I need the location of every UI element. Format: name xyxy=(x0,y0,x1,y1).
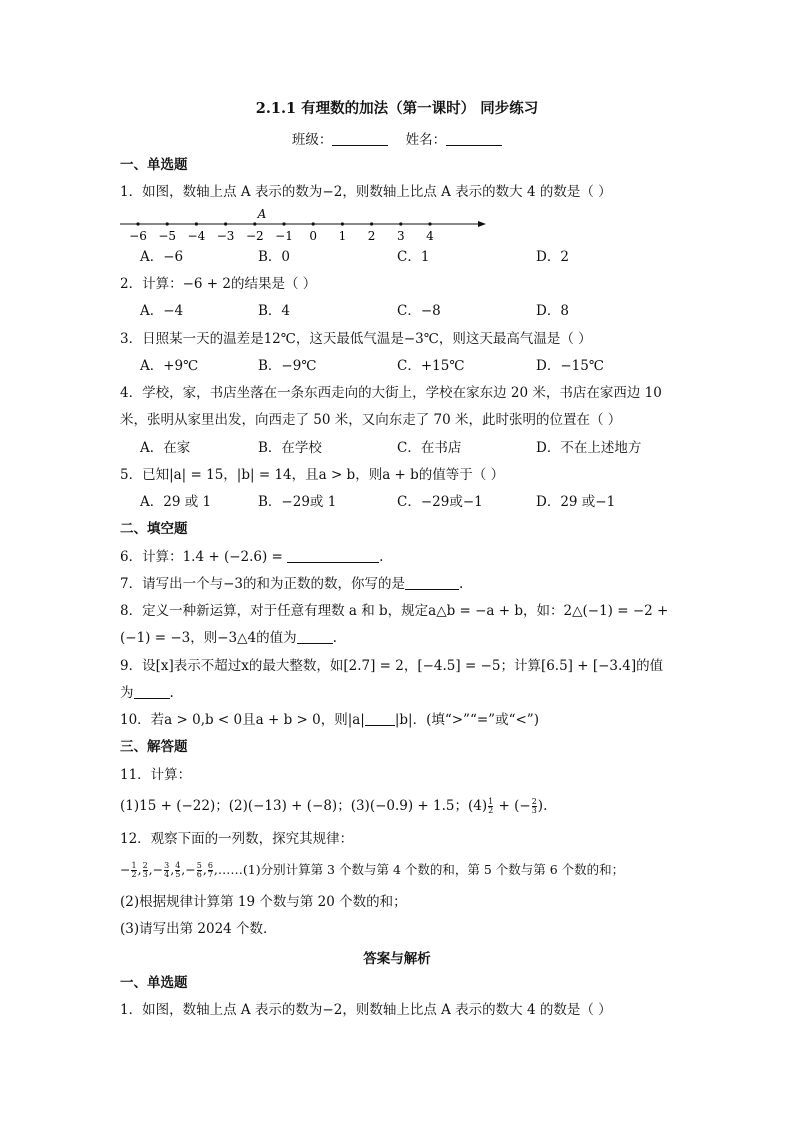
number-line-tick xyxy=(136,222,139,225)
q11-expr-main: (1)15 + (−22)；(2)(−13) + (−8)；(3)(−0.9) + 1.5；(4) xyxy=(120,798,488,814)
q5-option-b[interactable]: B．−29或 1 xyxy=(258,494,337,510)
number-line-tick xyxy=(282,222,285,225)
answer-question-1: 1．如图，数轴上点 A 表示的数为−2，则数轴上比点 A 表示的数大 4 的数是（ ） xyxy=(120,1002,612,1018)
q5-option-a[interactable]: A．29 或 1 xyxy=(140,494,212,510)
question-7 xyxy=(120,575,463,593)
question-4-line-2: 米，张明从家里出发，向西走了 50 米，又向东走了 70 米，此时张明的位置在（ ） xyxy=(120,412,622,428)
q2-option-a[interactable]: A．−4 xyxy=(140,303,184,319)
number-line-tick-label: 4 xyxy=(426,229,434,242)
q2-option-b[interactable]: B．4 xyxy=(258,303,291,319)
q12-part-1: ,……(1)分别计算第 3 个数与第 4 个数的和，第 5 个数与第 6 个数的和； xyxy=(213,862,625,877)
q8-answer-blank[interactable] xyxy=(297,630,333,644)
q8-end: . xyxy=(332,630,337,646)
number-line-tick-label: 0 xyxy=(309,229,318,242)
q10-end: |b|．(填“>”“=”或“<”) xyxy=(394,712,539,728)
q10-text: 10．若a > 0,b < 0且a + b > 0，则|a| xyxy=(120,712,365,728)
number-line-tick xyxy=(341,222,344,225)
q3-option-c[interactable]: C．+15℃ xyxy=(397,358,465,374)
q6-answer-blank[interactable] xyxy=(287,549,379,563)
page-title: 2.1.1 有理数的加法（第一课时） 同步练习 xyxy=(255,100,539,117)
number-line-tick xyxy=(195,222,198,225)
q10-answer-blank[interactable] xyxy=(365,712,395,726)
q3-option-b[interactable]: B．−9℃ xyxy=(258,358,317,374)
question-12: 12．观察下面的一列数，探究其规律： xyxy=(120,831,354,847)
question-11-expressions xyxy=(120,795,547,817)
q2-option-c[interactable]: C．−8 xyxy=(397,303,441,319)
number-line-tick-label: −2 xyxy=(245,229,264,242)
q6-text: 6．计算：1.4 + (−2.6) = xyxy=(120,549,283,565)
question-1: 1．如图，数轴上点 A 表示的数为−2，则数轴上比点 A 表示的数大 4 的数是（ ） xyxy=(120,184,612,200)
number-line-figure xyxy=(118,206,490,242)
q7-answer-blank[interactable] xyxy=(405,576,459,590)
q1-option-d[interactable]: D．2 xyxy=(536,249,569,265)
seq-term-5: $\frac{5}{6}$ xyxy=(196,861,202,879)
q4-option-d[interactable]: D．不在上述地方 xyxy=(536,440,642,456)
q7-text: 7．请写出一个与−3的和为正数的数，你写的是 xyxy=(120,576,405,592)
q1-option-c[interactable]: C．1 xyxy=(397,249,430,265)
q11-expr-plus: + (− xyxy=(494,798,531,814)
number-line-tick-label: −6 xyxy=(129,229,147,242)
question-12-sequence: − $\frac{1}{2}$ , $\frac{2}{3}$ ,− $\frac{3}{4}$ , $\frac{4}{5}$ ,− $\frac{5}{6}$ , $\frac{6}{7}$ ,……(1)分别计算第 3 个数与第 4 个数的和，第 5 个数与第 6 个数的和； xyxy=(120,861,625,879)
seq-term-6: $\frac{6}{7}$ xyxy=(207,861,213,879)
question-11: 11．计算： xyxy=(120,767,192,783)
student-info xyxy=(0,128,794,148)
question-12-part-2: (2)根据规律计算第 19 个数与第 20 个数的和； xyxy=(120,894,407,910)
number-line-tick xyxy=(428,222,431,225)
seq-term-4: $\frac{4}{5}$ xyxy=(175,861,181,879)
q9-text: 为 xyxy=(120,685,134,701)
point-a-label: A xyxy=(257,207,267,221)
q9-answer-blank[interactable] xyxy=(134,685,170,699)
q6-end: . xyxy=(379,549,384,565)
q3-option-d[interactable]: D．−15℃ xyxy=(536,358,604,374)
q11-fraction-half: $\frac{1}{2}$ xyxy=(488,797,494,815)
question-2: 2．计算：−6 + 2的结果是（ ） xyxy=(120,276,317,292)
seq-term-3: $\frac{3}{4}$ xyxy=(164,861,170,879)
q7-end: . xyxy=(459,576,464,592)
number-line-tick-label: 2 xyxy=(367,229,376,242)
number-line-tick xyxy=(224,222,227,225)
number-line-tick xyxy=(370,222,373,225)
question-8-line-1: 8．定义一种新运算，对于任意有理数 a 和 b，规定a△b = −a + b，如：2△(−1) = −2 + xyxy=(120,603,669,619)
number-line-tick xyxy=(166,222,169,225)
q5-option-c[interactable]: C．−29或−1 xyxy=(397,494,483,510)
question-9-line-2 xyxy=(120,684,174,702)
q9-end: . xyxy=(169,685,174,701)
question-10 xyxy=(120,711,539,729)
question-9-line-1: 9．设[x]表示不超过x的最大整数，如[2.7] = 2，[−4.5] = −5；计算[6.5] + [−3.4]的值 xyxy=(120,658,664,674)
q2-option-d[interactable]: D．8 xyxy=(536,303,569,319)
question-3: 3．日照某一天的温差是12℃，这天最低气温是−3℃，则这天最高气温是（ ） xyxy=(120,331,592,347)
name-label: 姓名： xyxy=(405,132,447,148)
number-line-tick-label: −5 xyxy=(158,229,177,242)
seq-term-1: $\frac{1}{2}$ xyxy=(131,861,137,879)
section-heading-solve: 三、解答题 xyxy=(120,739,188,755)
q4-option-a[interactable]: A．在家 xyxy=(140,440,191,456)
answer-section-heading: 一、单选题 xyxy=(120,975,188,991)
q5-option-d[interactable]: D．29 或−1 xyxy=(536,494,616,510)
section-heading-fill: 二、填空题 xyxy=(120,521,188,537)
seq-term-2: $\frac{2}{3}$ xyxy=(142,861,148,879)
class-blank[interactable] xyxy=(332,132,388,146)
q1-option-a[interactable]: A．−6 xyxy=(140,249,184,265)
section-heading-choice: 一、单选题 xyxy=(120,157,188,173)
number-line-tick-label: 3 xyxy=(396,229,405,242)
number-line-ticks xyxy=(129,222,434,242)
question-6 xyxy=(120,548,383,566)
class-label: 班级： xyxy=(291,132,333,148)
number-line-tick xyxy=(312,222,315,225)
seq-minus: − xyxy=(120,862,131,877)
question-5: 5．已知|a| = 15，|b| = 14，且a > b，则a + b的值等于（ ） xyxy=(120,467,505,483)
question-8-line-2 xyxy=(120,629,337,647)
number-line-tick-label: −4 xyxy=(187,229,206,242)
q1-option-b[interactable]: B．0 xyxy=(258,249,291,265)
answer-title: 答案与解析 xyxy=(363,951,431,967)
q4-option-b[interactable]: B．在学校 xyxy=(258,440,322,456)
q11-expr-end: ). xyxy=(537,798,548,814)
q3-option-a[interactable]: A．+9℃ xyxy=(140,358,199,374)
number-line-tick xyxy=(399,222,402,225)
name-blank[interactable] xyxy=(446,132,502,146)
question-12-part-3: (3)请写出第 2024 个数． xyxy=(120,921,277,937)
number-line-tick-label: 1 xyxy=(338,229,347,242)
number-line-arrow xyxy=(478,221,486,227)
q4-option-c[interactable]: C．在书店 xyxy=(397,440,462,456)
number-line-tick-label: −1 xyxy=(275,229,293,242)
number-line-tick-label: −3 xyxy=(216,229,235,242)
q8-text: (−1) = −3，则−3△4的值为 xyxy=(120,630,297,646)
question-4-line-1: 4．学校，家，书店坐落在一条东西走向的大街上，学校在家东边 20 米，书店在家西边 10 xyxy=(120,385,662,401)
number-line-tick xyxy=(253,222,256,225)
q11-fraction-two-thirds: $\frac{2}{3}$ xyxy=(531,797,537,815)
